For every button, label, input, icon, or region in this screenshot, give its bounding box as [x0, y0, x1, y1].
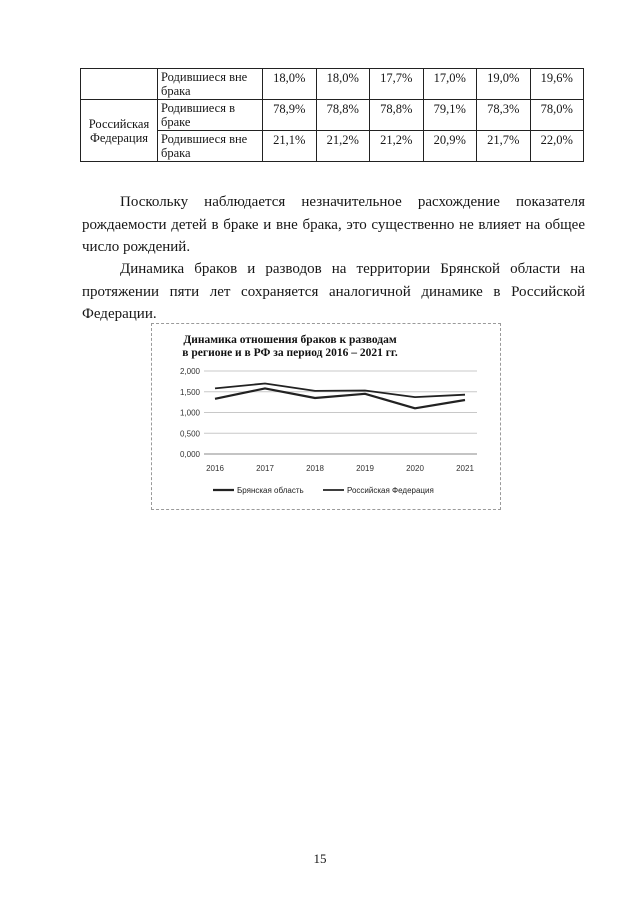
- value-cell: 21,1%: [263, 131, 317, 162]
- value-cell: 78,3%: [477, 100, 531, 131]
- value-cell: 18,0%: [263, 69, 317, 100]
- chart-title: [182, 334, 398, 359]
- paragraph-marriage-dynamics: Динамика браков и разводов на территории Брянской области на протяжении пяти лет сохраняется аналогичной динамике в Российской Федерации.: [82, 261, 585, 322]
- value-cell: 21,2%: [316, 131, 370, 162]
- value-cell: 78,9%: [263, 100, 317, 131]
- value-cell: 17,0%: [423, 69, 477, 100]
- y-tick-label: 0,000: [179, 450, 200, 459]
- y-tick-label: 1,000: [179, 408, 200, 418]
- value-cell: 20,9%: [423, 131, 477, 162]
- indicator-cell: Родившиеся вне брака: [158, 131, 263, 162]
- x-tick-label: 2021: [456, 464, 474, 473]
- value-cell: 19,0%: [477, 69, 531, 100]
- x-tick-label: 2019: [356, 464, 374, 473]
- y-tick-label: 1,500: [179, 387, 200, 397]
- table-row: [81, 69, 584, 100]
- value-cell: 22,0%: [530, 131, 584, 162]
- chart-svg: [152, 324, 500, 509]
- value-cell: 78,8%: [316, 100, 370, 131]
- table-row: [81, 100, 584, 131]
- x-tick-label: 2017: [256, 464, 274, 473]
- x-tick-label: 2020: [406, 464, 424, 473]
- y-tick-label: 0,500: [179, 429, 200, 439]
- value-cell: 19,6%: [530, 69, 584, 100]
- chart-title-line: в регионе и в РФ за период 2016 – 2021 гг.: [182, 347, 398, 359]
- region-cell: [81, 69, 158, 100]
- y-tick-label: 2,000: [179, 367, 200, 376]
- paragraph-birth-rate: Поскольку наблюдается незначительное расхождение показателя рождаемости детей в браке и вне брака, это существенно не влияет на общее число рождений.: [82, 194, 585, 255]
- region-cell: Российская Федерация: [81, 100, 158, 162]
- x-tick-label: 2016: [206, 464, 224, 473]
- legend-label: Брянская область: [237, 486, 304, 495]
- value-cell: 79,1%: [423, 100, 477, 131]
- birth-stats-table: [80, 68, 584, 162]
- page-number: 15: [313, 851, 327, 866]
- x-tick-label: 2018: [306, 464, 324, 473]
- indicator-cell: Родившиеся в браке: [158, 100, 263, 131]
- value-cell: 78,0%: [530, 100, 584, 131]
- indicator-cell: Родившиеся вне брака: [158, 69, 263, 100]
- value-cell: 21,7%: [477, 131, 531, 162]
- value-cell: 17,7%: [370, 69, 424, 100]
- marriage-divorce-chart: [151, 323, 501, 510]
- value-cell: 21,2%: [370, 131, 424, 162]
- value-cell: 78,8%: [370, 100, 424, 131]
- chart-title-line: Динамика отношения браков к разводам: [183, 334, 397, 346]
- legend-label: Российская Федерация: [347, 486, 434, 495]
- value-cell: 18,0%: [316, 69, 370, 100]
